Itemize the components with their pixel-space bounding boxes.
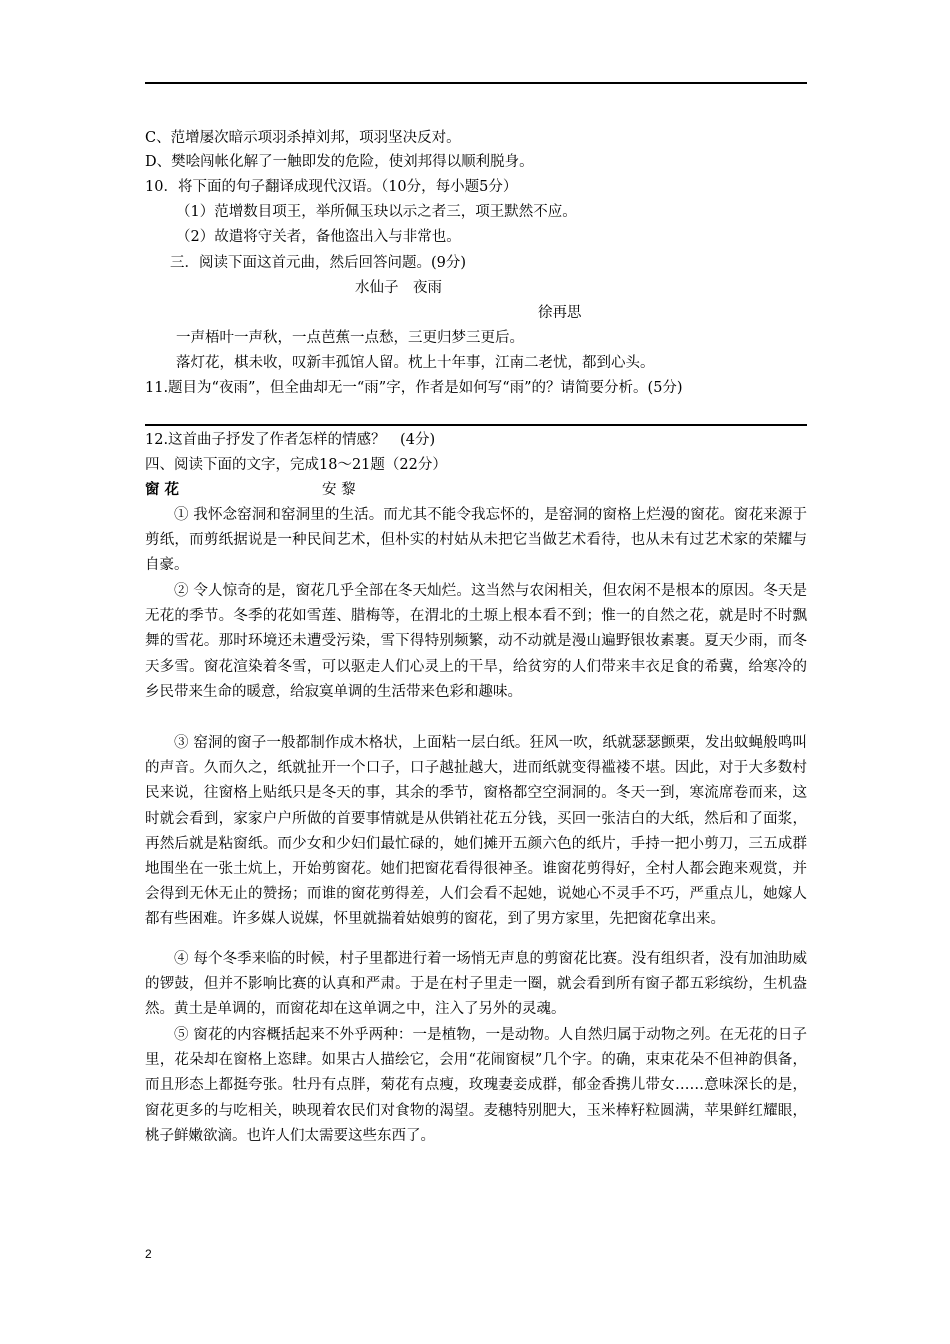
question-10-part-1: （1）范增数目项王，举所佩玉玦以示之者三，项王默然不应。 [176, 204, 577, 220]
reading-section-heading: 四、阅读下面的文字，完成18～21题（22分） [145, 457, 447, 473]
question-12: 12.这首曲子抒发了作者怎样的情感？ (4分) [145, 432, 436, 448]
article-paragraph-3: ③ 窑洞的窗子一般都制作成木格状，上面粘一层白纸。狂风一吹，纸就瑟瑟颤栗，发出蚊蝇般鸣叫的声音。久而久之，纸就扯开一个口子，口子越扯越大，进而纸就变得褴褛不堪。因此，对于大多数村民来说，往窗格上贴纸只是冬天的事，其余的季节，窗格都空空洞洞的。冬天一到，寒流席卷而来，这时就会看到，家家户户所做的首要事情就是从供销社花五分钱，买回一张洁白的大纸，然后和了面浆，再然后就是粘窗纸。而少女和少妇们最忙碌的，她们摊开五颜六色的纸片，手持一把小剪刀，三五成群地围坐在一张土炕上，开始剪窗花。她们把窗花看得很神圣。谁窗花剪得好，全村人都会跑来观赏，并会得到无休无止的赞扬；而谁的窗花剪得差，人们会看不起她，说她心不灵手不巧，严重点儿，她嫁人都有些困难。许多媒人说媒，怀里就揣着姑娘剪的窗花，到了男方家里，先把窗花拿出来。 [145, 735, 807, 928]
option-d: D、樊哙闯帐化解了一触即发的危险，使刘邦得以顺利脱身。 [145, 154, 534, 170]
poem-line-2: 落灯花，棋未收，叹新丰孤馆人留。枕上十年事，江南二老忧，都到心头。 [176, 355, 655, 371]
article-paragraph-1: ① 我怀念窑洞和窑洞里的生活。而尤其不能令我忘怀的，是窑洞的窗格上烂漫的窗花。窗花来源于剪纸，而剪纸据说是一种民间艺术，但朴实的村姑从未把它当做艺术看待，也从未有过艺术家的荣耀与自豪。 [145, 507, 807, 574]
option-c: C、范增屡次暗示项羽杀掉刘邦，项羽坚决反对。 [145, 130, 461, 146]
question-10-part-2: （2）故遣将守关者，备他盗出入与非常也。 [176, 229, 461, 245]
question-10: 10．将下面的句子翻译成现代汉语。（10分，每小题5分） [145, 179, 518, 195]
article-paragraph-5: ⑤ 窗花的内容概括起来不外乎两种：一是植物，一是动物。人自然归属于动物之列。在无花的日子里，花朵却在窗格上恣肆。如果古人描绘它，会用“花闹窗棂”几个字。的确，束束花朵不但神韵俱备，而且形态上都挺夸张。牡丹有点胖，菊花有点瘦，玫瑰妻妾成群，郁金香携儿带女……意味深长的是，窗花更多的与吃相关，映现着农民们对食物的渴望。麦穗特别肥大，玉米棒籽粒圆满，苹果鲜红耀眼，桃子鲜嫩欲滴。也许人们太需要这些东西了。 [145, 1027, 807, 1144]
article-paragraph-4: ④ 每个冬季来临的时候，村子里都进行着一场悄无声息的剪窗花比赛。没有组织者，没有加油助威的锣鼓，但并不影响比赛的认真和严肃。于是在村子里走一圈，就会看到所有窗子都五彩缤纷，生机盎然。黄土是单调的，而窗花却在这单调之中，注入了另外的灵魂。 [145, 951, 807, 1018]
poem-title: 水仙子 夜雨 [355, 280, 442, 296]
article-paragraph-2: ② 令人惊奇的是，窗花几乎全部在冬天灿烂。这当然与农闲相关，但农闲不是根本的原因。冬天是无花的季节。冬季的花如雪莲、腊梅等，在渭北的土塬上根本看不到；惟一的自然之花，就是时不时飘舞的雪花。那时环境还未遭受污染，雪下得特别频繁，动不动就是漫山遍野银妆素裹。夏天少雨，而冬天多雪。窗花渲染着冬雪，可以驱走人们心灵上的干旱，给贫穷的人们带来丰衣足食的希冀，给寒冷的乡民带来生命的暖意，给寂寞单调的生活带来色彩和趣味。 [145, 583, 807, 700]
header-rule [145, 82, 807, 84]
article-title: 窗 花 [145, 481, 180, 498]
poem-line-1: 一声梧叶一声秋，一点芭蕉一点愁，三更归梦三更后。 [176, 330, 524, 346]
page-number: 2 [145, 1247, 152, 1261]
poem-author: 徐再思 [538, 305, 582, 321]
answer-line [145, 424, 807, 426]
article-author: 安 黎 [322, 482, 356, 498]
poem-section-heading: 三．阅读下面这首元曲，然后回答问题。(9分) [170, 255, 467, 271]
question-11: 11.题目为“夜雨”，但全曲却无一“雨”字，作者是如何写“雨”的？请简要分析。(5分) [145, 380, 683, 396]
